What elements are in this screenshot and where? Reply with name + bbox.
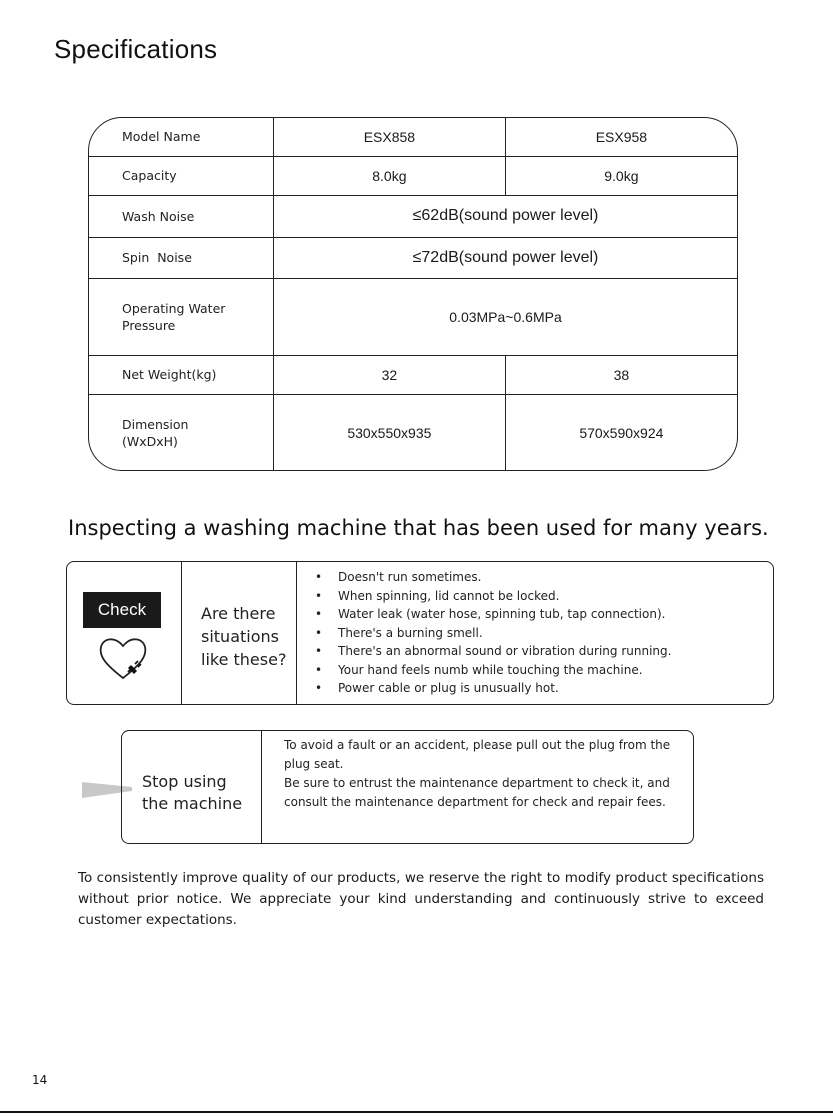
weight-model-2: 38 [505, 355, 737, 394]
wash-noise-label: Wash Noise [89, 196, 274, 238]
model-2-name: ESX958 [505, 118, 737, 156]
pressure-label-line1: Operating Water [122, 300, 226, 316]
stop-label-line: Stop using [142, 772, 227, 791]
model-name-label: Model Name [89, 118, 274, 156]
list-item: • Doesn't run sometimes. [315, 568, 671, 587]
dimension-label [89, 395, 274, 470]
question-line: like these? [201, 650, 287, 669]
footer-notice: To consistently improve quality of our products, we reserve the right to modify product specifications without prior notice. We appreciate your kind understanding and continuously strive to exceed customer expectations. [78, 870, 764, 928]
pressure-label [89, 279, 274, 356]
table-row [89, 355, 737, 394]
dimension-model-1: 530x550x935 [274, 395, 506, 470]
dimension-model-2: 570x590x924 [505, 395, 737, 470]
table-row [89, 118, 737, 156]
inspect-heading: Inspecting a washing machine that has been used for many years. [68, 516, 769, 540]
list-item: • When spinning, lid cannot be locked. [315, 587, 671, 606]
capacity-model-2: 9.0kg [505, 156, 737, 195]
column-divider [296, 562, 297, 704]
table-row [89, 279, 737, 356]
list-item: • There's an abnormal sound or vibration during running. [315, 642, 671, 661]
spin-noise-label: Spin Noise [89, 237, 274, 279]
question-text [201, 602, 286, 671]
list-item: • There's a burning smell. [315, 624, 671, 643]
specifications-table [88, 117, 738, 471]
pressure-value: 0.03MPa~0.6MPa [274, 279, 738, 356]
stop-label [142, 771, 242, 815]
table-row [89, 237, 737, 279]
list-item: • Water leak (water hose, spinning tub, tap connection). [315, 605, 671, 624]
dimension-label-line2: (WxDxH) [122, 433, 178, 449]
bottom-rule [0, 1111, 833, 1113]
column-divider [261, 731, 262, 843]
table-row [89, 196, 737, 238]
column-divider [181, 562, 182, 704]
wash-noise-value: ≤62dB(sound power level) [274, 196, 738, 238]
model-1-name: ESX858 [274, 118, 506, 156]
dimension-label-line1: Dimension [122, 416, 189, 432]
capacity-model-1: 8.0kg [274, 156, 506, 195]
check-badge: Check [83, 592, 161, 628]
table-row [89, 156, 737, 195]
inspect-box [66, 561, 774, 705]
page-number: 14 [32, 1073, 48, 1087]
weight-label: Net Weight(kg) [89, 355, 274, 394]
list-item: • Power cable or plug is unusually hot. [315, 679, 671, 698]
list-item: • Your hand feels numb while touching the machine. [315, 661, 671, 680]
question-line: Are there [201, 604, 276, 623]
page-title: Specifications [54, 34, 218, 64]
table-row [89, 395, 737, 470]
spin-noise-value: ≤72dB(sound power level) [274, 237, 738, 279]
stop-instruction-1: To avoid a fault or an accident, please pull out the plug from the plug seat. [284, 738, 671, 771]
question-line: situations [201, 627, 279, 646]
heart-plug-icon [97, 634, 149, 682]
weight-model-1: 32 [274, 355, 506, 394]
stop-box [121, 730, 694, 844]
pressure-label-line2: Pressure [122, 317, 176, 333]
stop-instruction-2: Be sure to entrust the maintenance department to check it, and consult the maintenance department for check and repair fees. [284, 776, 670, 809]
stop-label-line: the machine [142, 794, 243, 813]
capacity-label: Capacity [89, 156, 274, 195]
stop-instructions [284, 736, 684, 812]
symptom-list [315, 568, 671, 698]
